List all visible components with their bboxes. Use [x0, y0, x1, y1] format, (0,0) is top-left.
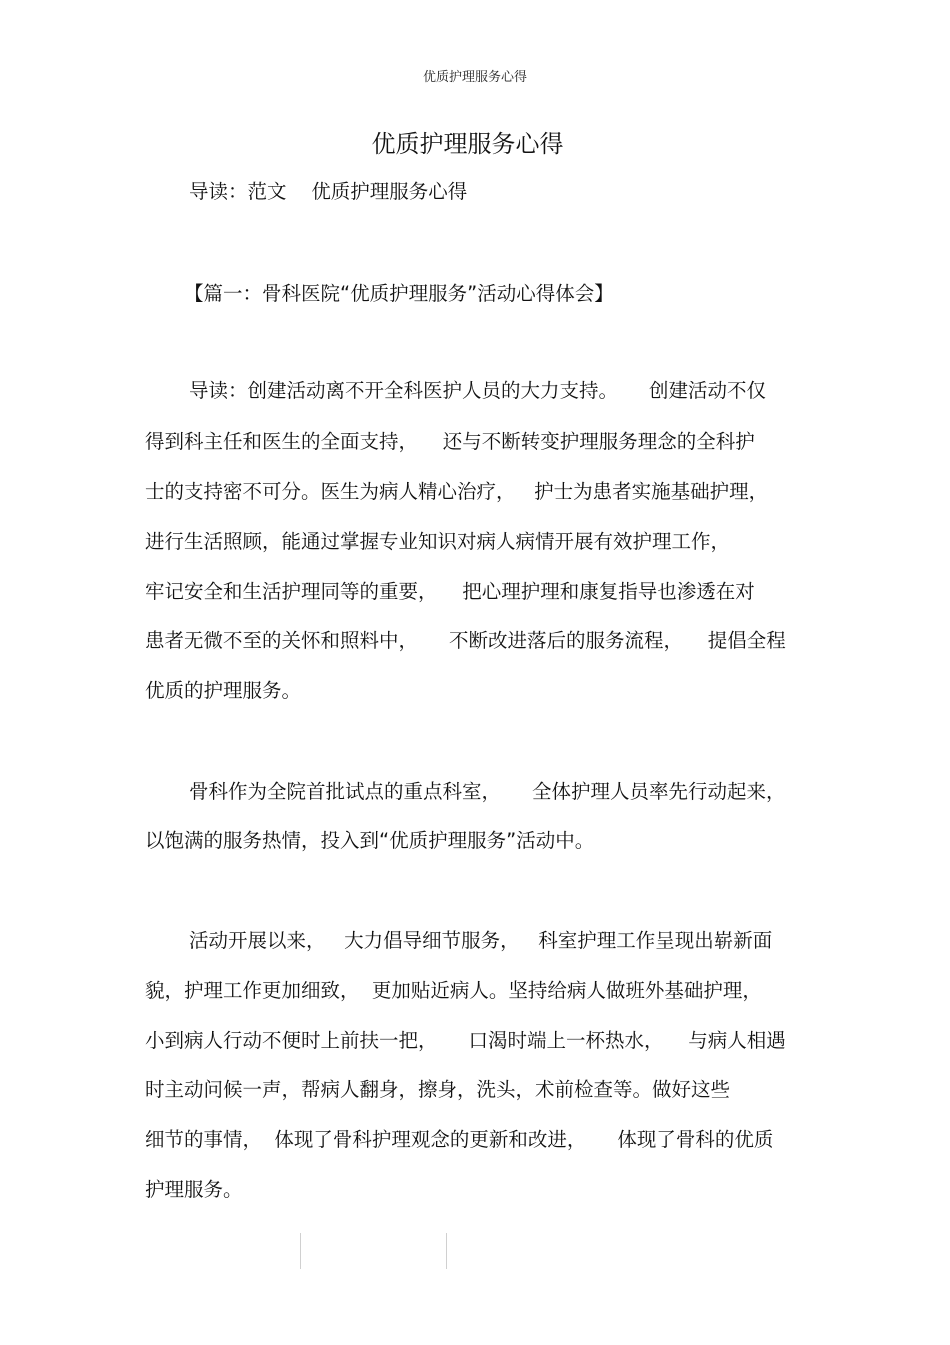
paragraph-line: 以饱满的服务热情，投入到“优质护理服务”活动中。	[145, 829, 595, 852]
section-heading: 【篇一：骨科医院“优质护理服务”活动心得体会】	[184, 282, 614, 305]
paragraph-line: 貌，护理工作更加细致， 更加贴近病人。坚持给病人做班外基础护理，	[145, 979, 762, 1002]
divider-left	[300, 1233, 301, 1269]
paragraph-line: 细节的事情， 体现了骨科护理观念的更新和改进， 体现了骨科的优质	[145, 1128, 774, 1151]
paragraph-line: 时主动问候一声，帮病人翻身，擦身，洗头，术前检查等。做好这些	[145, 1078, 731, 1101]
paragraph-line: 士的支持密不可分。医生为病人精心治疗， 护士为患者实施基础护理，	[145, 480, 769, 503]
running-header: 优质护理服务心得	[422, 70, 527, 85]
paragraph-line: 患者无微不至的关怀和照料中， 不断改进落后的服务流程， 提倡全程	[145, 629, 786, 652]
paragraph-line: 活动开展以来， 大力倡导细节服务， 科室护理工作呈现出崭新面	[189, 929, 773, 952]
document-title: 优质护理服务心得	[371, 130, 564, 158]
paragraph-line: 进行生活照顾，能通过掌握专业知识对病人病情开展有效护理工作，	[145, 530, 731, 553]
guide-line: 导读：范文 优质护理服务心得	[189, 180, 468, 203]
divider-right	[446, 1233, 447, 1269]
paragraph-line: 护理服务。	[145, 1178, 243, 1201]
paragraph-line: 优质的护理服务。	[145, 679, 302, 702]
paragraph-line: 导读：创建活动离不开全科医护人员的大力支持。 创建活动不仅	[189, 379, 766, 402]
paragraph-line: 牢记安全和生活护理同等的重要， 把心理护理和康复指导也渗透在对	[145, 580, 755, 603]
paragraph-line: 骨科作为全院首批试点的重点科室， 全体护理人员率先行动起来，	[189, 780, 786, 803]
paragraph-line: 得到科主任和医生的全面支持， 还与不断转变护理服务理念的全科护	[145, 430, 755, 453]
paragraph-line: 小到病人行动不便时上前扶一把， 口渴时端上一杯热水， 与病人相遇	[145, 1029, 786, 1052]
